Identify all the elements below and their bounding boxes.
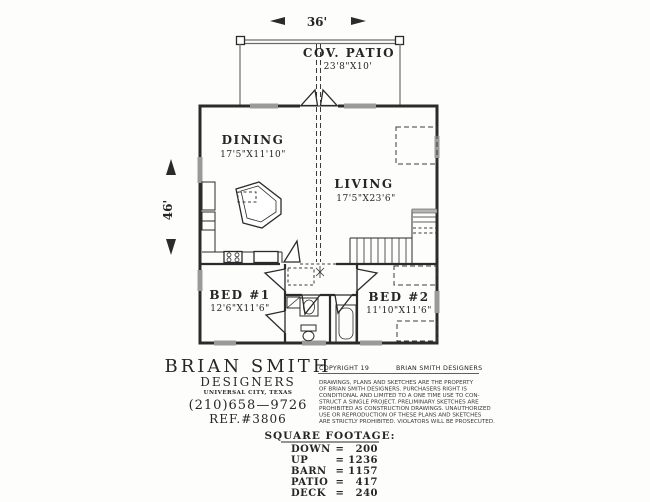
square-footage-table: [264, 430, 395, 499]
copyright-line: DRAWINGS, PLANS AND SKETCHES ARE THE PROPERTY: [319, 380, 474, 386]
living-dashed-area: [396, 127, 437, 164]
sf-value: 1236: [348, 455, 378, 466]
table-row: [291, 488, 378, 499]
ceiling-fixture-icon: [316, 266, 324, 278]
title-block: [165, 356, 332, 426]
bed2-dashed-area: [397, 321, 437, 341]
bed2-closet-dashed: [394, 266, 437, 285]
bed1-name: BED #1: [209, 288, 271, 302]
wall-oven: [202, 221, 215, 230]
door-swing-closet1: [266, 311, 285, 333]
sf-value: 417: [355, 477, 378, 488]
firm-name: BRIAN SMITH: [164, 356, 332, 377]
kitchen-sink: [254, 252, 278, 263]
sf-value: 1157: [348, 466, 378, 477]
sf-equals: =: [335, 444, 345, 455]
firm-location: UNIVERSAL CITY, TEXAS: [203, 390, 293, 396]
dining-name: DINING: [221, 133, 285, 147]
copyright-line: USE OR REPRODUCTION OF THESE PLANS AND SKETCHES: [319, 412, 482, 419]
door-swing-tubroom: [335, 295, 352, 313]
copyright-line: STRUCT A SINGLE PROJECT. PRELIMINARY SKETCHES ARE: [319, 399, 479, 406]
table-row: [291, 455, 378, 466]
door-swing-bed2: [357, 269, 377, 291]
sf-label: UP: [291, 455, 309, 466]
firm-subtitle: DESIGNERS: [200, 375, 296, 389]
bed2-name: BED #2: [368, 290, 430, 304]
patio-post: [396, 37, 404, 45]
wall-oven: [202, 212, 215, 221]
square-footage-title: SQUARE FOOTAGE:: [264, 430, 396, 442]
kitchen: [202, 182, 282, 263]
arrow-left-icon: [270, 17, 285, 25]
window: [198, 157, 203, 183]
sf-label: BARN: [291, 466, 327, 477]
patio-size: 23'8"X10': [323, 62, 373, 72]
stair-rail: [412, 209, 437, 213]
copyright-line: ARE STRICTLY PROHIBITED. VIOLATORS WILL BE PROSECUTED.: [319, 419, 495, 425]
dining-size: 17'5"X11'10": [220, 150, 286, 160]
door-swing-pantry: [284, 241, 300, 262]
sf-equals: =: [335, 488, 345, 499]
patio-name: COV. PATIO: [302, 46, 396, 60]
window: [360, 341, 382, 346]
table-row: [291, 444, 378, 455]
upper-floor-dashed-line: [317, 107, 321, 262]
window: [198, 270, 203, 291]
copyright-line: OF BRIAN SMITH DESIGNERS. PURCHASERS RIGHT IS: [319, 386, 467, 393]
living-name: LIVING: [334, 177, 394, 191]
copyright-label: COPYRIGHT 19: [319, 365, 370, 372]
refrigerator: [202, 182, 215, 210]
height-dimension-label: 46': [161, 199, 175, 221]
firm-reference: REF.#3806: [209, 412, 287, 426]
sf-label: PATIO: [291, 477, 329, 488]
sf-equals: =: [335, 455, 345, 466]
living-size: 17'5"X23'6": [336, 194, 396, 204]
door-swing: [321, 90, 338, 106]
window: [344, 104, 376, 109]
arrow-up-icon: [166, 159, 176, 175]
door-swing: [301, 90, 318, 106]
toilet-bowl: [303, 331, 314, 341]
arrow-down-icon: [166, 239, 176, 255]
sf-equals: =: [335, 477, 345, 488]
sf-value: 200: [355, 444, 378, 455]
attic-access-dashed: [288, 268, 314, 285]
bed2-size: 11'10"X11'6": [366, 306, 432, 316]
window: [214, 341, 236, 346]
window: [435, 291, 440, 313]
copyright-block: [318, 365, 495, 425]
sf-label: DECK: [291, 488, 326, 499]
table-row: [291, 466, 378, 477]
sf-equals: =: [335, 466, 345, 477]
copyright-owner: BRIAN SMITH DESIGNERS: [396, 365, 483, 372]
width-dimension: [270, 15, 366, 29]
patio-post: [237, 37, 245, 45]
height-dimension: [161, 159, 176, 255]
sf-value: 240: [355, 488, 378, 499]
firm-phone: (210)658—9726: [188, 398, 308, 413]
sf-label: DOWN: [291, 444, 331, 455]
stove: [224, 252, 242, 263]
width-dimension-label: 36': [306, 15, 328, 29]
bed1-size: 12'6"X11'6": [210, 304, 270, 314]
copyright-line: CONDITIONAL AND LIMITED TO A ONE TIME USE TO CON-: [319, 393, 480, 399]
window: [250, 104, 278, 109]
covered-patio: [237, 37, 404, 106]
room-labels: [209, 133, 432, 316]
table-row: [291, 477, 378, 488]
stairs: [350, 209, 437, 263]
window: [302, 341, 326, 346]
toilet-tank: [301, 325, 316, 331]
copyright-line: PROHIBITED AS CONSTRUCTION DRAWINGS. UNAUTHORIZED: [319, 406, 491, 412]
arrow-right-icon: [351, 17, 366, 25]
